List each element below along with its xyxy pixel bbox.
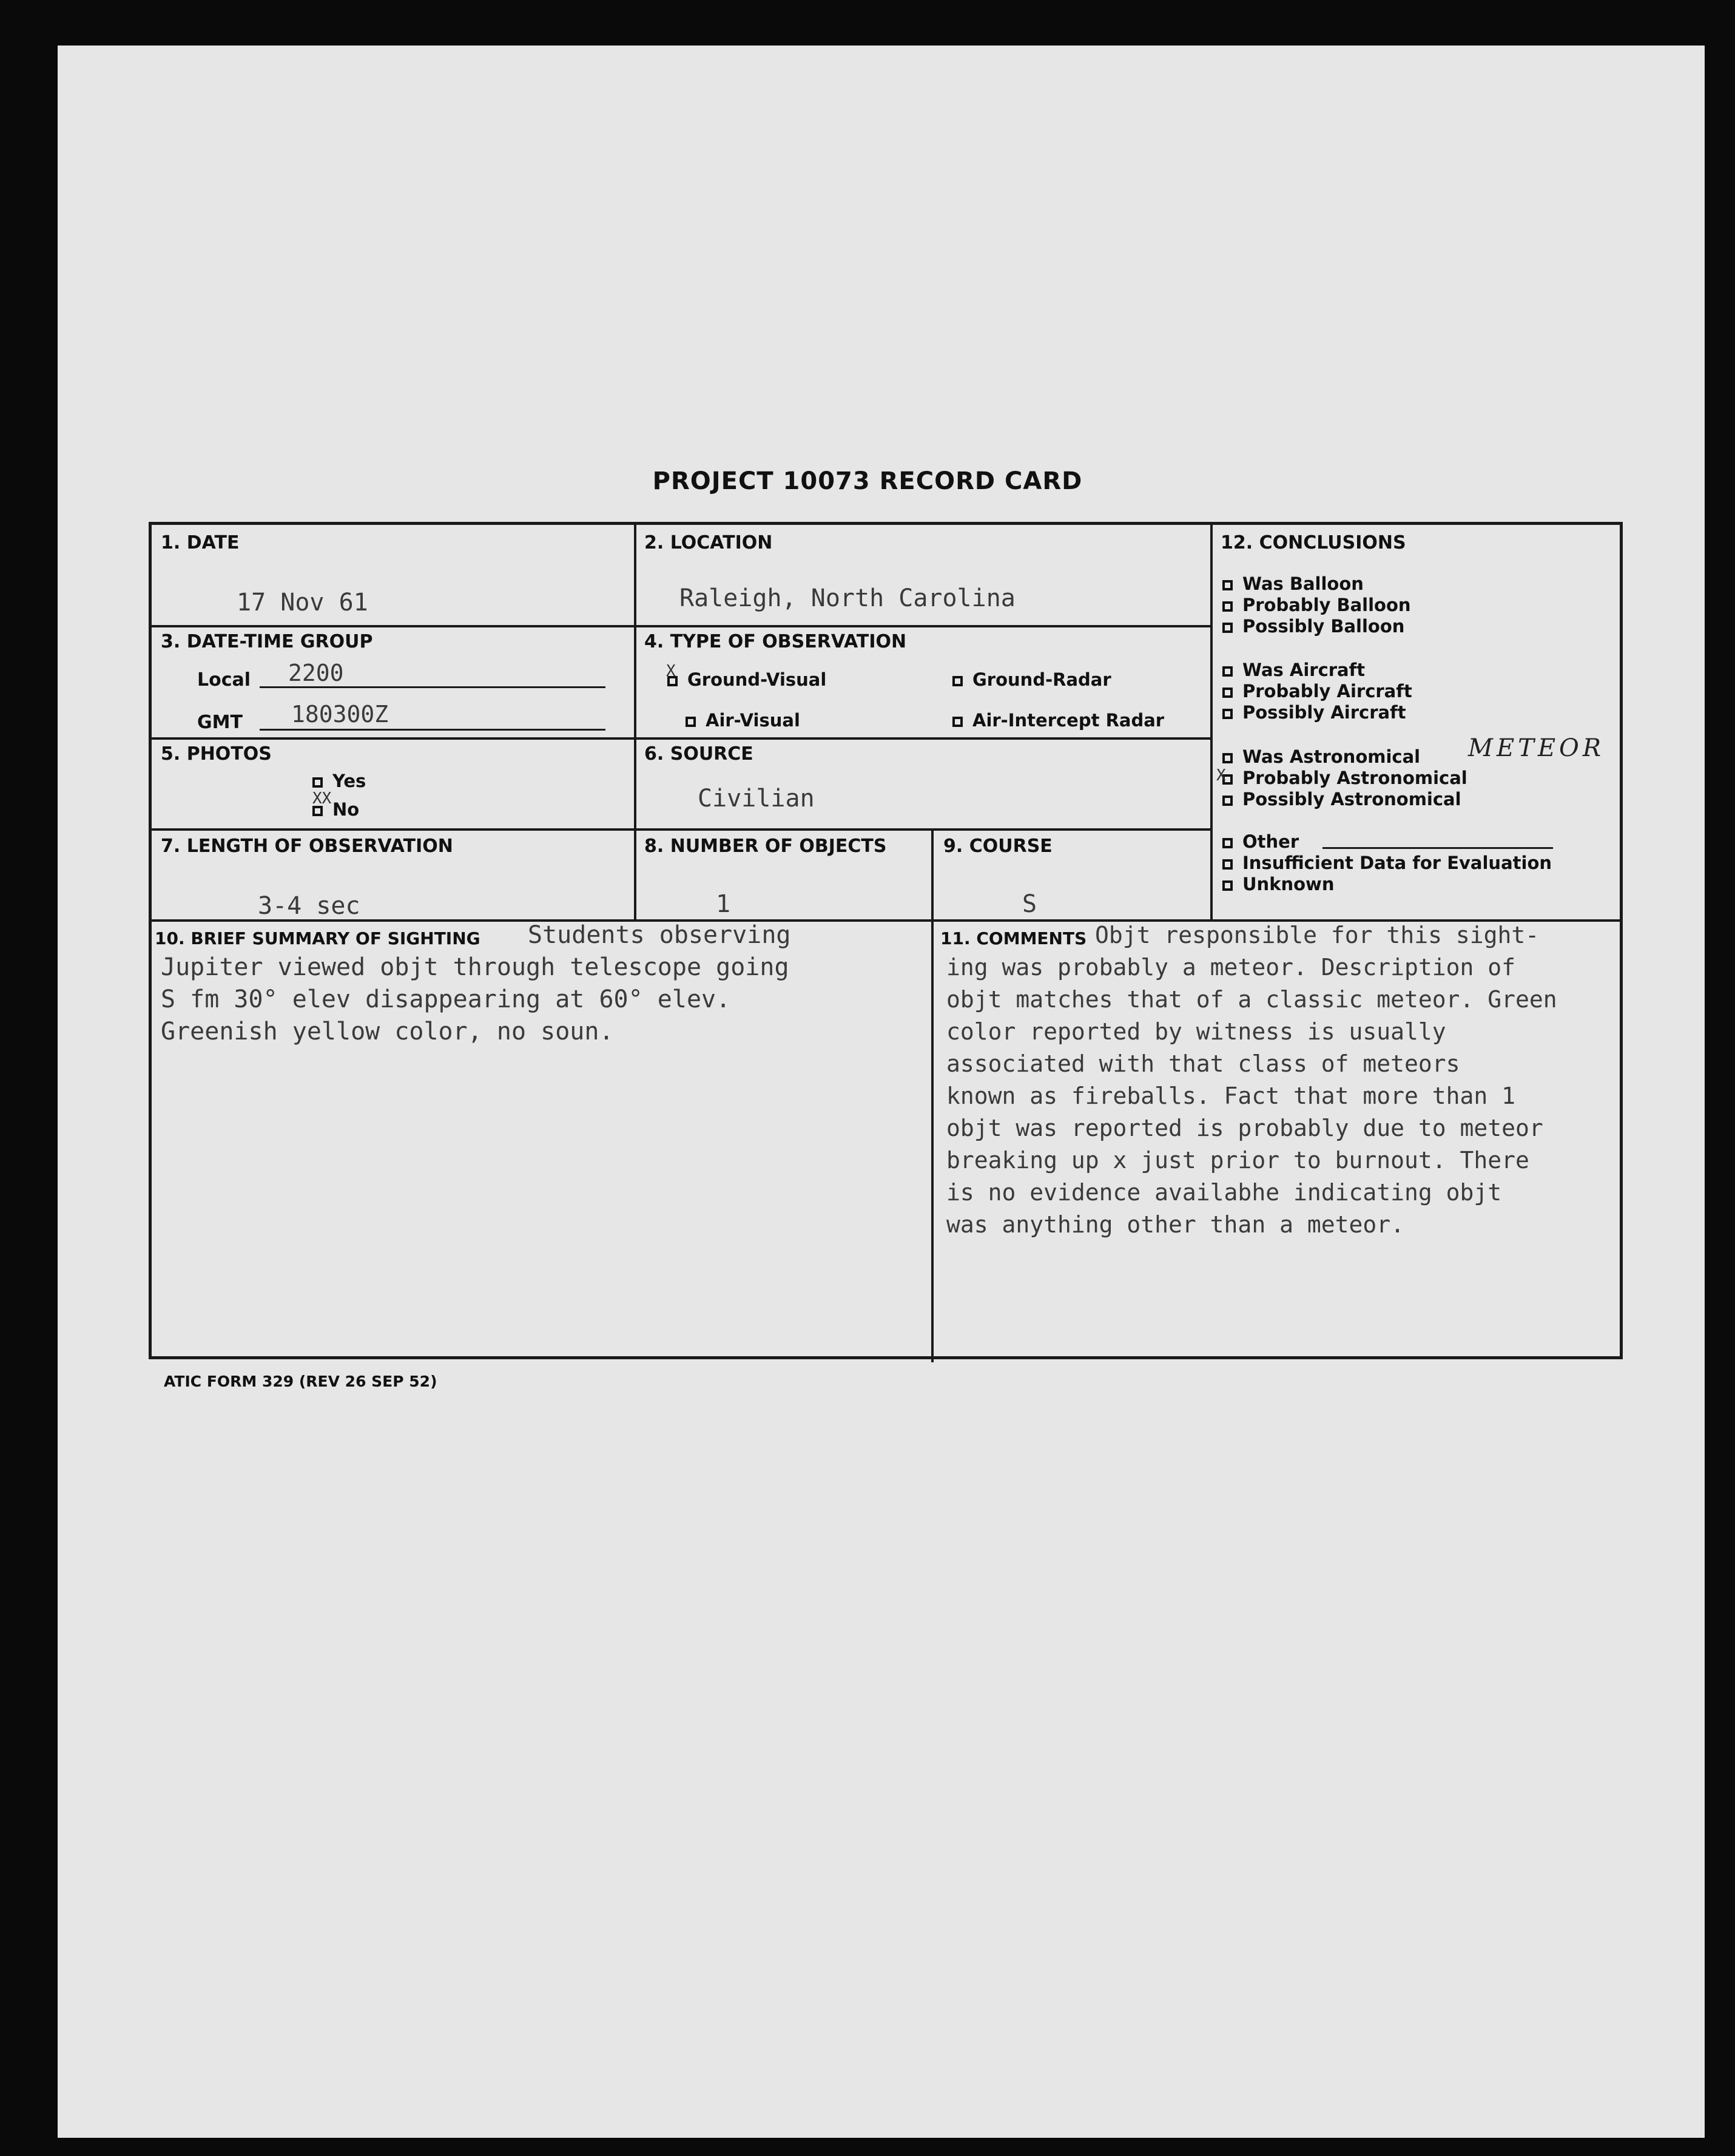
conclusion-label: Insufficient Data for Evaluation: [1242, 853, 1552, 873]
divider-h2: [152, 737, 1210, 740]
comments-line-5: associated with that class of meteors: [946, 1050, 1460, 1077]
conclusion-checkbox[interactable]: [1222, 753, 1233, 763]
comments-line-4: color reported by witness is usually: [946, 1018, 1446, 1045]
conclusion-label: Probably Astronomical: [1242, 768, 1467, 788]
page-title: PROJECT 10073 RECORD CARD: [652, 467, 1083, 495]
conclusion-checkbox[interactable]: [1222, 796, 1233, 806]
conclusion-option[interactable]: [1222, 616, 1404, 637]
source-value: Civilian: [698, 785, 815, 813]
source-label: 6. SOURCE: [644, 743, 753, 765]
conclusion-option[interactable]: [1222, 702, 1406, 723]
ground-radar-label: Ground-Radar: [972, 669, 1111, 690]
other-underline: [1322, 847, 1553, 849]
objects-label: 8. NUMBER OF OBJECTS: [644, 836, 887, 857]
length-value: 3-4 sec: [258, 892, 360, 920]
photos-yes-option[interactable]: [312, 771, 366, 791]
local-value: 2200: [288, 660, 344, 686]
ground-visual-label: Ground-Visual: [687, 669, 827, 690]
course-label: 9. COURSE: [943, 836, 1053, 857]
photos-no-check: XX: [312, 789, 332, 808]
summary-text: [161, 919, 790, 1048]
divider-h1: [152, 625, 1210, 627]
gmt-underline: [260, 729, 605, 731]
gmt-value: 180300Z: [291, 701, 389, 728]
divider-v2: [1210, 525, 1213, 919]
comments-line-3: objt matches that of a classic meteor. Green: [946, 986, 1557, 1013]
summary-label: 10. BRIEF SUMMARY OF SIGHTING: [155, 928, 480, 948]
conclusion-option[interactable]: [1222, 789, 1461, 809]
date-label: 1. DATE: [161, 532, 240, 553]
conclusion-checkbox[interactable]: [1222, 623, 1233, 633]
conclusion-checkbox[interactable]: [1222, 601, 1233, 612]
ground-visual-check: X: [666, 662, 676, 680]
conclusion-checkbox[interactable]: [1222, 838, 1233, 848]
comments-line-8: breaking up x just prior to burnout. There: [946, 1147, 1529, 1174]
conclusion-checkbox[interactable]: [1222, 666, 1233, 677]
air-visual-label: Air-Visual: [706, 710, 800, 731]
conclusion-checkbox[interactable]: [1222, 580, 1233, 590]
conclusion-label: Probably Balloon: [1242, 595, 1411, 615]
comments-line-2: ing was probably a meteor. Description of: [946, 954, 1515, 981]
location-value: Raleigh, North Carolina: [679, 584, 1016, 612]
photos-yes-checkbox[interactable]: [312, 777, 323, 788]
conclusion-option[interactable]: [1222, 874, 1335, 894]
objects-value: 1: [716, 890, 731, 918]
air-intercept-label: Air-Intercept Radar: [972, 710, 1165, 731]
comments-line-9: is no evidence availabhe indicating objt: [946, 1179, 1502, 1206]
conclusion-option[interactable]: [1222, 831, 1299, 852]
conclusion-option[interactable]: [1222, 681, 1412, 701]
summary-line-4: Greenish yellow color, no soun.: [161, 1018, 614, 1046]
air-intercept-option[interactable]: [952, 710, 1164, 731]
conclusion-checkbox[interactable]: [1222, 859, 1233, 870]
conclusion-checkbox[interactable]: [1222, 688, 1233, 698]
air-visual-option[interactable]: [686, 710, 800, 731]
conclusion-label: Unknown: [1242, 874, 1335, 894]
conclusion-label: Other: [1242, 831, 1299, 852]
divider-h3: [152, 828, 1210, 831]
comments-line-10: was anything other than a meteor.: [946, 1211, 1404, 1238]
summary-line-2: Jupiter viewed objt through telescope going: [161, 953, 789, 981]
conclusion-label: Possibly Balloon: [1242, 616, 1405, 637]
conclusion-option[interactable]: [1222, 853, 1552, 873]
conclusion-label: Possibly Aircraft: [1242, 702, 1406, 723]
conclusion-option[interactable]: [1222, 768, 1467, 788]
local-underline: [260, 686, 605, 688]
length-label: 7. LENGTH OF OBSERVATION: [161, 836, 453, 857]
conclusion-option[interactable]: [1222, 573, 1364, 594]
summary-line-1: Students observing: [528, 921, 791, 949]
divider-v-objects: [931, 828, 934, 919]
divider-v1: [634, 525, 636, 919]
conclusion-option[interactable]: [1222, 595, 1411, 615]
photos-yes-label: Yes: [332, 771, 366, 791]
conclusions-label: 12. CONCLUSIONS: [1221, 532, 1406, 553]
photos-label: 5. PHOTOS: [161, 743, 272, 765]
dtg-label: 3. DATE-TIME GROUP: [161, 631, 373, 652]
local-label: Local: [197, 669, 251, 691]
air-intercept-checkbox[interactable]: [952, 717, 963, 727]
ground-radar-option[interactable]: [952, 669, 1111, 690]
comments-text: [946, 919, 1557, 1241]
course-value: S: [1022, 890, 1037, 918]
conclusion-label: Possibly Astronomical: [1242, 789, 1461, 809]
comments-line-1: Objt responsible for this sight-: [1095, 922, 1540, 948]
record-card: [149, 522, 1623, 1359]
comments-line-6: known as fireballs. Fact that more than 1: [946, 1083, 1515, 1109]
conclusion-option[interactable]: [1222, 746, 1420, 767]
comments-label: 11. COMMENTS: [940, 928, 1087, 948]
conclusion-label: Probably Aircraft: [1242, 681, 1412, 701]
summary-line-3: S fm 30° elev disappearing at 60° elev.: [161, 985, 731, 1013]
ground-radar-checkbox[interactable]: [952, 676, 963, 686]
conclusion-label: Was Balloon: [1242, 573, 1364, 594]
probably-astronomical-check: X: [1216, 766, 1226, 785]
form-number: ATIC FORM 329 (REV 26 SEP 52): [164, 1373, 437, 1390]
ground-visual-option[interactable]: [667, 669, 826, 690]
conclusion-checkbox[interactable]: [1222, 880, 1233, 891]
air-visual-checkbox[interactable]: [686, 717, 696, 727]
photos-no-label: No: [332, 799, 360, 820]
type-label: 4. TYPE OF OBSERVATION: [644, 631, 907, 652]
location-label: 2. LOCATION: [644, 532, 773, 553]
date-value: 17 Nov 61: [237, 589, 368, 617]
conclusion-label: Was Aircraft: [1242, 660, 1366, 680]
conclusion-label: Was Astronomical: [1242, 746, 1421, 767]
conclusion-option[interactable]: [1222, 660, 1365, 680]
meteor-handwritten: METEOR: [1468, 734, 1605, 762]
gmt-label: GMT: [197, 712, 243, 733]
conclusion-checkbox[interactable]: [1222, 709, 1233, 719]
comments-line-7: objt was reported is probably due to meteor: [946, 1115, 1543, 1141]
